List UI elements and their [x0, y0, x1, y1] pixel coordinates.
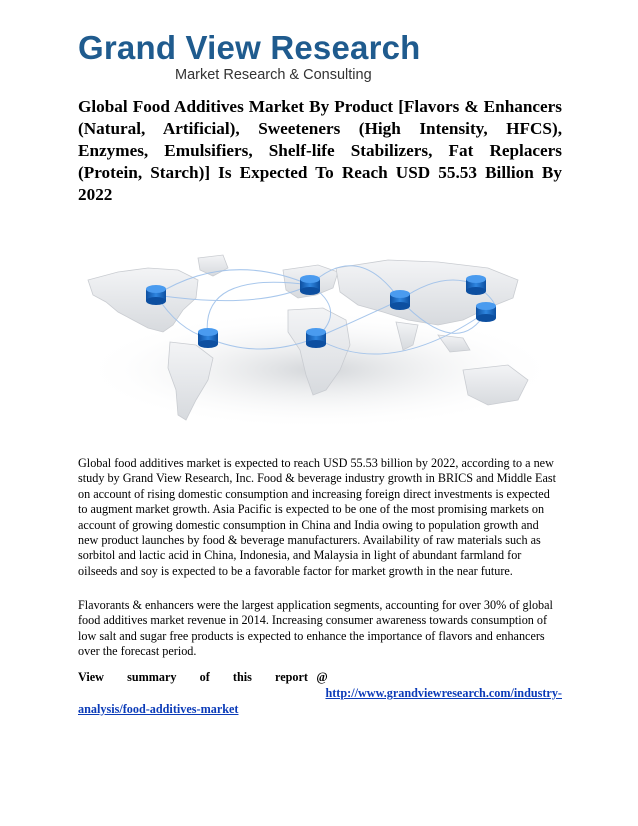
report-link-part-2[interactable]: analysis/food-additives-market	[78, 702, 239, 716]
view-word: View	[78, 670, 104, 684]
view-word: this	[232, 670, 252, 684]
view-summary-label	[78, 669, 308, 685]
at-symbol: @	[316, 670, 328, 684]
logo-tagline: Market Research & Consulting	[175, 67, 372, 83]
world-map-network-icon	[78, 250, 563, 448]
logo-brand-name: Grand View Research	[78, 29, 421, 66]
view-word: report	[275, 670, 308, 684]
summary-paragraph-1: Global food additives market is expected to reach USD 55.53 billion by 2022, according to a new study by Grand View Research, Inc. Food & beverage industry growth in BRICS and Middle East on account of rising domestic consumption and increasing foreign direct investments is expected to augment market growth. Asia Pacific is expected to be one of the most promising markets on account of growing domestic consumption in China and India owing to population growth and new product launches by food & beverage manufacturers. Availability of raw materials such as sorbitol and lactic acid in China, Indonesia, and Malaysia in light of abundant farmland for oilseeds and soy is expected to be a favorable factor for market growth in the near future.	[78, 456, 557, 578]
view-word: of	[199, 670, 210, 684]
summary-paragraph-2: Flavorants & enhancers were the largest application segments, accounting for over 30% of global food additives market revenue in 2014. Increasing consumer awareness towards consumption of low salt and sugar free products is expected to enhance the importance of flavors and enhancers over the forecast period.	[78, 598, 553, 659]
report-link-part-1[interactable]: http://www.grandviewresearch.com/industry-	[325, 686, 562, 700]
company-logo	[78, 30, 421, 84]
view-summary-line	[78, 669, 562, 717]
report-title: Global Food Additives Market By Product [Flavors & Enhancers (Natural, Artificial), Sweeteners (High Intensity, HFCS), Enzymes, Emulsifiers, Shelf-life Stabilizers, Fat Replacers (Protein, Starch)] Is Expected To Reach USD 55.53 Billion By 2022	[78, 97, 562, 204]
view-word: summary	[127, 670, 177, 684]
